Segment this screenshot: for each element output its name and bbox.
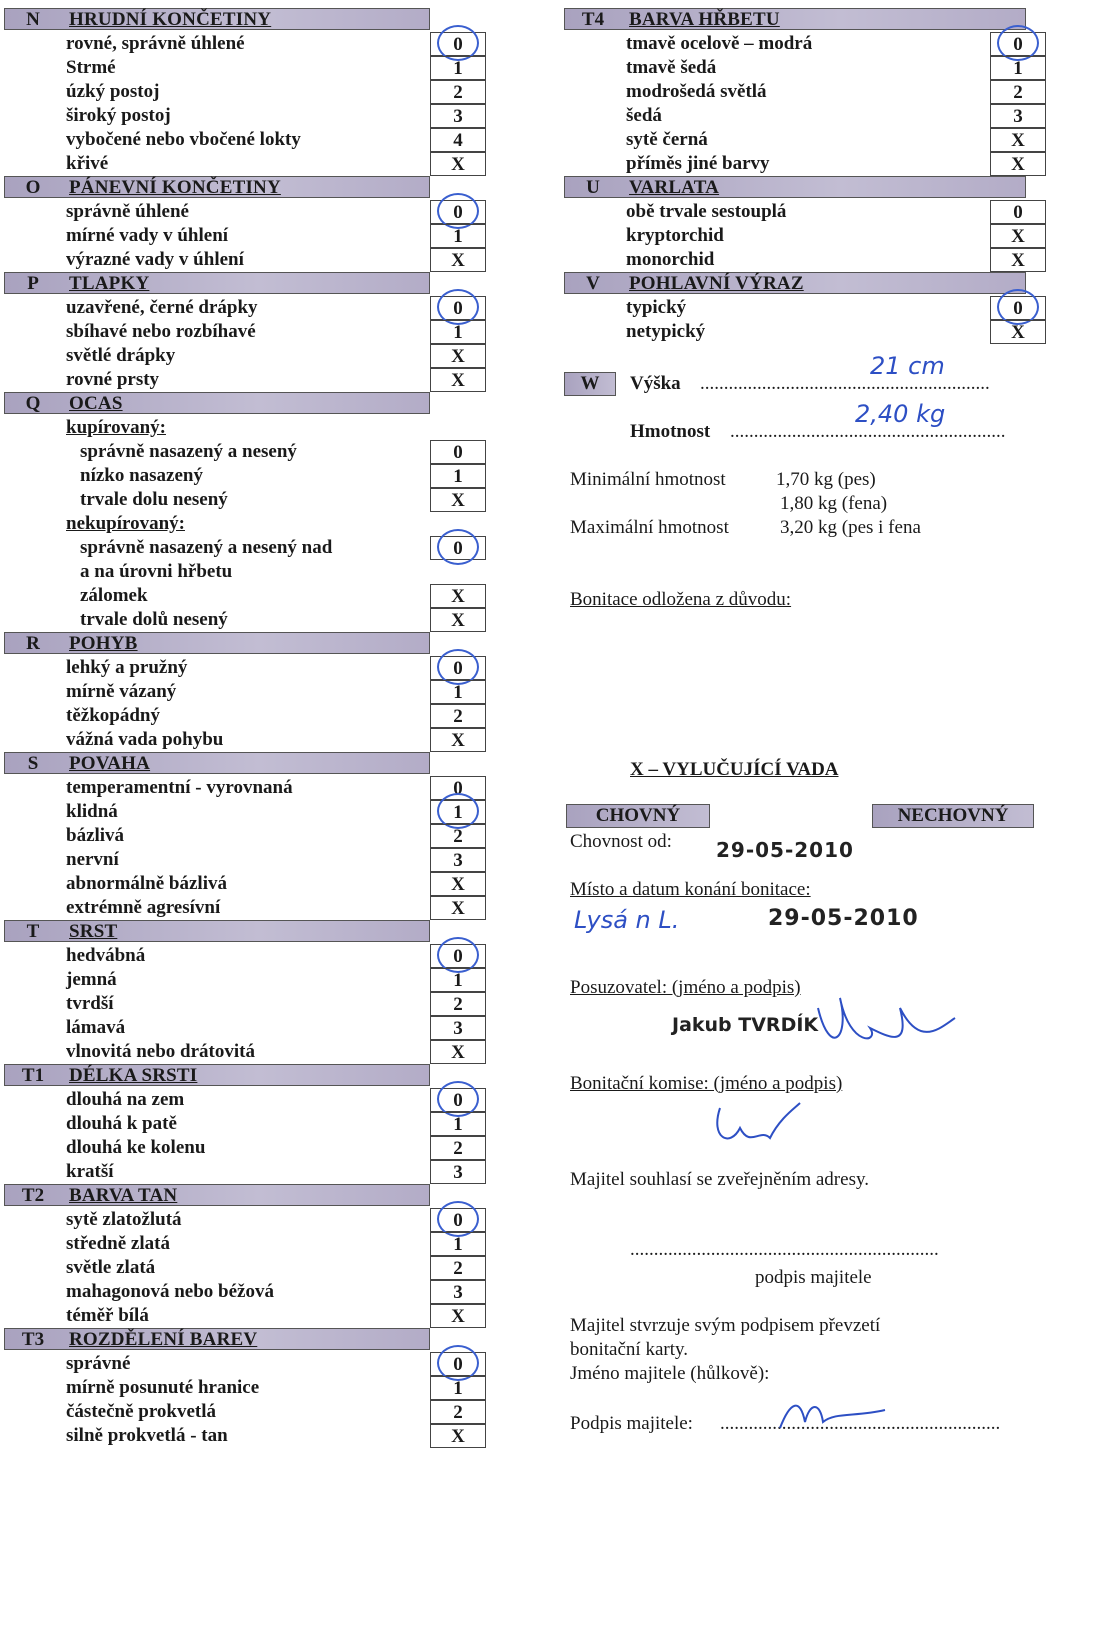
criteria-row xyxy=(0,1400,500,1424)
section-letter: T2 xyxy=(21,1185,45,1206)
criteria-row xyxy=(560,80,1104,104)
criteria-row xyxy=(0,1256,500,1280)
score-box: 1 xyxy=(430,800,486,824)
criteria-label: temperamentní - vyrovnaná xyxy=(66,777,293,798)
criteria-label: mahagonová nebo béžová xyxy=(66,1281,274,1302)
criteria-row xyxy=(0,1280,500,1304)
judge-label: Posuzovatel: (jméno a podpis) xyxy=(570,977,801,998)
criteria-label: lehký a pružný xyxy=(66,657,188,678)
score-box: 1 xyxy=(430,56,486,80)
criteria-row xyxy=(0,104,500,128)
criteria-row xyxy=(0,992,500,1016)
criteria-label: extrémně agresívní xyxy=(66,897,221,918)
criteria-label: široký postoj xyxy=(66,105,171,126)
criteria-label: netypický xyxy=(626,321,706,342)
criteria-label: obě trvale sestouplá xyxy=(626,201,787,222)
criteria-row xyxy=(0,872,500,896)
subsection-label: nekupírovaný: xyxy=(66,513,185,534)
section-letter: N xyxy=(26,9,40,30)
criteria-label: těžkopádný xyxy=(66,705,160,726)
score-box: X xyxy=(430,608,486,632)
criteria-row xyxy=(0,296,500,320)
criteria-row xyxy=(0,896,500,920)
section-letter: O xyxy=(25,177,41,198)
criteria-label: výrazné vady v úhlení xyxy=(66,249,244,270)
criteria-row xyxy=(0,152,500,176)
section-letter: T4 xyxy=(581,9,605,30)
weight-label: Hmotnost xyxy=(630,421,711,442)
criteria-label: monorchid xyxy=(626,249,715,270)
score-box: 0 xyxy=(430,944,486,968)
confirm-line2: bonitační karty. xyxy=(570,1339,689,1360)
score-box: 3 xyxy=(430,848,486,872)
criteria-label: mírně vázaný xyxy=(66,681,177,702)
score-box: X xyxy=(430,896,486,920)
score-box: 0 xyxy=(430,440,486,464)
score-box: 1 xyxy=(430,680,486,704)
score-box: X xyxy=(990,248,1046,272)
criteria-row xyxy=(560,152,1104,176)
criteria-label: lámavá xyxy=(66,1017,126,1038)
judge-name-stamp: Jakub TVRDÍK xyxy=(672,1014,819,1036)
breeding-no-box: NECHOVNÝ xyxy=(872,804,1034,828)
min-weight-line2: 1,80 kg (fena) xyxy=(780,493,888,514)
criteria-label: správně nasazený a nesený nad xyxy=(80,537,333,558)
criteria-label: kratší xyxy=(66,1161,114,1182)
section-header-n xyxy=(4,8,430,30)
criteria-row xyxy=(0,776,500,800)
score-box: X xyxy=(430,248,486,272)
height-value: 21 cm xyxy=(870,352,945,380)
score-box: X xyxy=(990,152,1046,176)
criteria-label: úzký postoj xyxy=(66,81,160,102)
criteria-label: světle zlatá xyxy=(66,1257,156,1278)
criteria-row xyxy=(0,56,500,80)
score-box: 0 xyxy=(430,776,486,800)
score-box: X xyxy=(430,1424,486,1448)
score-box: 1 xyxy=(430,224,486,248)
section-header-t2 xyxy=(4,1184,430,1206)
owner-sig-label: Podpis majitele: xyxy=(570,1413,693,1434)
criteria-row xyxy=(0,536,500,560)
commission-signature xyxy=(700,1098,810,1158)
score-box: 1 xyxy=(430,1112,486,1136)
criteria-label: sytě zlatožlutá xyxy=(66,1209,182,1230)
owner-sig-line: ........................................................... xyxy=(720,1413,1001,1434)
section-letter: S xyxy=(27,753,39,774)
score-box: 0 xyxy=(430,656,486,680)
chovnost-date-stamp: 29-05-2010 xyxy=(716,838,854,862)
score-box: 1 xyxy=(430,1376,486,1400)
score-box: 2 xyxy=(430,992,486,1016)
score-box: X xyxy=(990,128,1046,152)
score-box: X xyxy=(430,152,486,176)
criteria-row xyxy=(0,1208,500,1232)
section-title: TLAPKY xyxy=(69,273,150,294)
weight-dots: .......................................................... xyxy=(730,421,1006,442)
criteria-row xyxy=(0,656,500,680)
section-title: OCAS xyxy=(69,393,123,414)
section-letter: P xyxy=(27,273,39,294)
criteria-row xyxy=(0,248,500,272)
section-title: BARVA HŘBETU xyxy=(629,9,780,30)
criteria-label: klidná xyxy=(66,801,118,822)
criteria-label: trvale dolu nesený xyxy=(80,489,228,510)
criteria-row xyxy=(0,1112,500,1136)
score-box: 0 xyxy=(990,200,1046,224)
criteria-label: nízko nasazený xyxy=(80,465,203,486)
weight-value: 2,40 kg xyxy=(855,400,946,428)
score-box: 2 xyxy=(430,1256,486,1280)
section-title: SRST xyxy=(69,921,118,942)
score-box: 0 xyxy=(430,200,486,224)
score-box: 2 xyxy=(430,80,486,104)
criteria-label: a na úrovni hřbetu xyxy=(80,561,233,582)
score-box: 2 xyxy=(430,1136,486,1160)
height-dots: ............................................................. xyxy=(700,373,990,394)
criteria-label: částečně prokvetlá xyxy=(66,1401,217,1422)
criteria-label: správné xyxy=(66,1353,131,1374)
criteria-row xyxy=(0,704,500,728)
consent-text: Majitel souhlasí se zveřejněním adresy. xyxy=(570,1169,869,1190)
section-title: POHLAVNÍ VÝRAZ xyxy=(629,273,804,294)
place-label: Místo a datum konání bonitace: xyxy=(570,879,811,900)
criteria-row xyxy=(0,464,500,488)
criteria-label: uzavřené, černé drápky xyxy=(66,297,258,318)
score-box: 3 xyxy=(430,1280,486,1304)
criteria-label: nervní xyxy=(66,849,119,870)
section-header-t3 xyxy=(4,1328,430,1350)
score-box: X xyxy=(430,344,486,368)
section-header-t4 xyxy=(564,8,1026,30)
criteria-label: tvrdší xyxy=(66,993,114,1014)
criteria-label: bázlivá xyxy=(66,825,125,846)
criteria-row xyxy=(0,560,500,584)
criteria-label: modrošedá světlá xyxy=(626,81,767,102)
section-title: PÁNEVNÍ KONČETINY xyxy=(69,177,281,198)
postponed-label: Bonitace odložena z důvodu: xyxy=(570,589,792,610)
criteria-label: Strmé xyxy=(66,57,116,78)
criteria-row xyxy=(0,848,500,872)
criteria-label: dlouhá na zem xyxy=(66,1089,185,1110)
criteria-row xyxy=(560,224,1104,248)
score-box: X xyxy=(430,872,486,896)
section-title: POVAHA xyxy=(69,753,151,774)
owner-sig-caption: podpis majitele xyxy=(755,1267,872,1288)
criteria-label: mírně posunuté hranice xyxy=(66,1377,260,1398)
criteria-row xyxy=(560,128,1104,152)
owner-name-label: Jméno majitele (hůlkově): xyxy=(570,1363,770,1384)
confirm-line1: Majitel stvrzuje svým podpisem převzetí xyxy=(570,1315,881,1336)
criteria-label: sbíhavé nebo rozbíhavé xyxy=(66,321,256,342)
score-box: 0 xyxy=(430,1352,486,1376)
criteria-label: příměs jiné barvy xyxy=(626,153,770,174)
min-weight-label: Minimální hmotnost xyxy=(570,469,726,490)
score-box: 2 xyxy=(430,704,486,728)
criteria-label: tmavě šedá xyxy=(626,57,717,78)
criteria-label: světlé drápky xyxy=(66,345,176,366)
section-title: POHYB xyxy=(69,633,138,654)
score-box: X xyxy=(430,1040,486,1064)
criteria-row xyxy=(560,56,1104,80)
criteria-row xyxy=(560,296,1104,320)
score-box: X xyxy=(430,728,486,752)
score-box: 3 xyxy=(990,104,1046,128)
criteria-row xyxy=(0,968,500,992)
criteria-row xyxy=(0,728,500,752)
criteria-label: dlouhá k patě xyxy=(66,1113,177,1134)
criteria-row xyxy=(560,248,1104,272)
score-box: X xyxy=(430,584,486,608)
score-box: 1 xyxy=(990,56,1046,80)
score-box: X xyxy=(430,1304,486,1328)
criteria-row xyxy=(0,1088,500,1112)
score-box: 3 xyxy=(430,1016,486,1040)
criteria-label: trvale dolů nesený xyxy=(80,609,228,630)
score-box: 2 xyxy=(990,80,1046,104)
score-box: X xyxy=(990,224,1046,248)
subsection-label: kupírovaný: xyxy=(66,417,166,438)
score-box: 1 xyxy=(430,1232,486,1256)
section-title: BARVA TAN xyxy=(69,1185,178,1206)
section-letter: V xyxy=(586,273,600,294)
score-box: 3 xyxy=(430,104,486,128)
score-box: 0 xyxy=(430,296,486,320)
criteria-label: dlouhá ke kolenu xyxy=(66,1137,206,1158)
criteria-row xyxy=(0,80,500,104)
max-weight-value: 3,20 kg (pes i fena xyxy=(780,517,921,538)
section-title: ROZDĚLENÍ BAREV xyxy=(69,1329,258,1350)
criteria-row xyxy=(0,440,500,464)
score-box: X xyxy=(430,368,486,392)
score-box: X xyxy=(430,488,486,512)
criteria-label: středně zlatá xyxy=(66,1233,170,1254)
score-box: 3 xyxy=(430,1160,486,1184)
score-box: 0 xyxy=(430,536,486,560)
section-letter: Q xyxy=(25,393,41,414)
criteria-row xyxy=(0,1304,500,1328)
criteria-label: kryptorchid xyxy=(626,225,724,246)
criteria-label: křivé xyxy=(66,153,109,174)
criteria-row xyxy=(0,1352,500,1376)
score-box: 1 xyxy=(430,968,486,992)
judge-signature xyxy=(810,988,960,1058)
criteria-row xyxy=(0,320,500,344)
section-header-s xyxy=(4,752,430,774)
criteria-label: správně úhlené xyxy=(66,201,189,222)
criteria-label: rovné prsty xyxy=(66,369,160,390)
score-box: 2 xyxy=(430,1400,486,1424)
criteria-row xyxy=(0,680,500,704)
section-letter: T xyxy=(26,921,40,942)
section-letter: T1 xyxy=(21,1065,45,1086)
commission-label: Bonitační komise: (jméno a podpis) xyxy=(570,1073,843,1094)
section-letter: U xyxy=(586,177,600,198)
section-letter: T3 xyxy=(21,1329,45,1350)
score-box: 4 xyxy=(430,128,486,152)
score-box: 0 xyxy=(430,1088,486,1112)
score-box: 0 xyxy=(990,296,1046,320)
section-title: HRUDNÍ KONČETINY xyxy=(69,9,272,30)
criteria-row xyxy=(0,200,500,224)
section-title: DÉLKA SRSTI xyxy=(69,1065,198,1086)
section-letter: R xyxy=(26,633,40,654)
criteria-row xyxy=(0,224,500,248)
min-weight-line1: 1,70 kg (pes) xyxy=(776,469,876,490)
criteria-label: vybočené nebo vbočené lokty xyxy=(66,129,301,150)
criteria-row xyxy=(0,944,500,968)
place-date-stamp: 29-05-2010 xyxy=(768,906,919,931)
score-box: 1 xyxy=(430,464,486,488)
score-box: X xyxy=(990,320,1046,344)
criteria-row xyxy=(560,200,1104,224)
criteria-row xyxy=(560,104,1104,128)
criteria-row xyxy=(0,1040,500,1064)
criteria-label: mírné vady v úhlení xyxy=(66,225,229,246)
criteria-label: tmavě ocelově – modrá xyxy=(626,33,813,54)
criteria-label: správně nasazený a nesený xyxy=(80,441,297,462)
section-header-q xyxy=(4,392,430,414)
criteria-label: typický xyxy=(626,297,687,318)
exclusion-label: X – VYLUČUJÍCÍ VADA xyxy=(630,759,839,780)
height-label: Výška xyxy=(630,373,681,394)
criteria-label: abnormálně bázlivá xyxy=(66,873,227,894)
section-header-t xyxy=(4,920,430,942)
criteria-row xyxy=(0,800,500,824)
criteria-label: šedá xyxy=(626,105,662,126)
section-header-p xyxy=(4,272,430,294)
criteria-label: vlnovitá nebo drátovitá xyxy=(66,1041,255,1062)
section-title: VARLATA xyxy=(629,177,720,198)
criteria-row xyxy=(0,1136,500,1160)
section-header-u xyxy=(564,176,1026,198)
criteria-row xyxy=(0,128,500,152)
criteria-row xyxy=(0,824,500,848)
criteria-label: vážná vada pohybu xyxy=(66,729,224,750)
criteria-row xyxy=(0,1016,500,1040)
criteria-label: jemná xyxy=(66,969,117,990)
section-header-o xyxy=(4,176,430,198)
criteria-row xyxy=(0,1160,500,1184)
score-box: 1 xyxy=(430,320,486,344)
criteria-row xyxy=(0,344,500,368)
owner-signature xyxy=(775,1392,895,1436)
criteria-row xyxy=(0,1232,500,1256)
criteria-row xyxy=(0,1376,500,1400)
criteria-row xyxy=(0,608,500,632)
criteria-row xyxy=(0,32,500,56)
criteria-label: zálomek xyxy=(80,585,148,606)
criteria-row xyxy=(0,584,500,608)
criteria-label: silně prokvetlá - tan xyxy=(66,1425,228,1446)
section-header-v xyxy=(564,272,1026,294)
criteria-row xyxy=(0,368,500,392)
criteria-row xyxy=(560,32,1104,56)
criteria-label: sytě černá xyxy=(626,129,708,150)
place-value: Lysá n L. xyxy=(574,906,680,934)
score-box: 2 xyxy=(430,824,486,848)
breeding-yes-box: CHOVNÝ xyxy=(566,804,710,828)
section-letter-w: W xyxy=(564,372,616,396)
score-box: 0 xyxy=(990,32,1046,56)
criteria-row xyxy=(560,320,1104,344)
chovnost-label: Chovnost od: xyxy=(570,831,672,852)
owner-sig-dots: ................................................................. xyxy=(630,1239,939,1260)
section-header-t1 xyxy=(4,1064,430,1086)
criteria-label: hedvábná xyxy=(66,945,146,966)
criteria-label: téměř bílá xyxy=(66,1305,149,1326)
criteria-label: rovné, správně úhlené xyxy=(66,33,245,54)
score-box: 0 xyxy=(430,1208,486,1232)
max-weight-label: Maximální hmotnost xyxy=(570,517,729,538)
criteria-row xyxy=(0,1424,500,1448)
section-header-r xyxy=(4,632,430,654)
criteria-row xyxy=(0,488,500,512)
score-box: 0 xyxy=(430,32,486,56)
